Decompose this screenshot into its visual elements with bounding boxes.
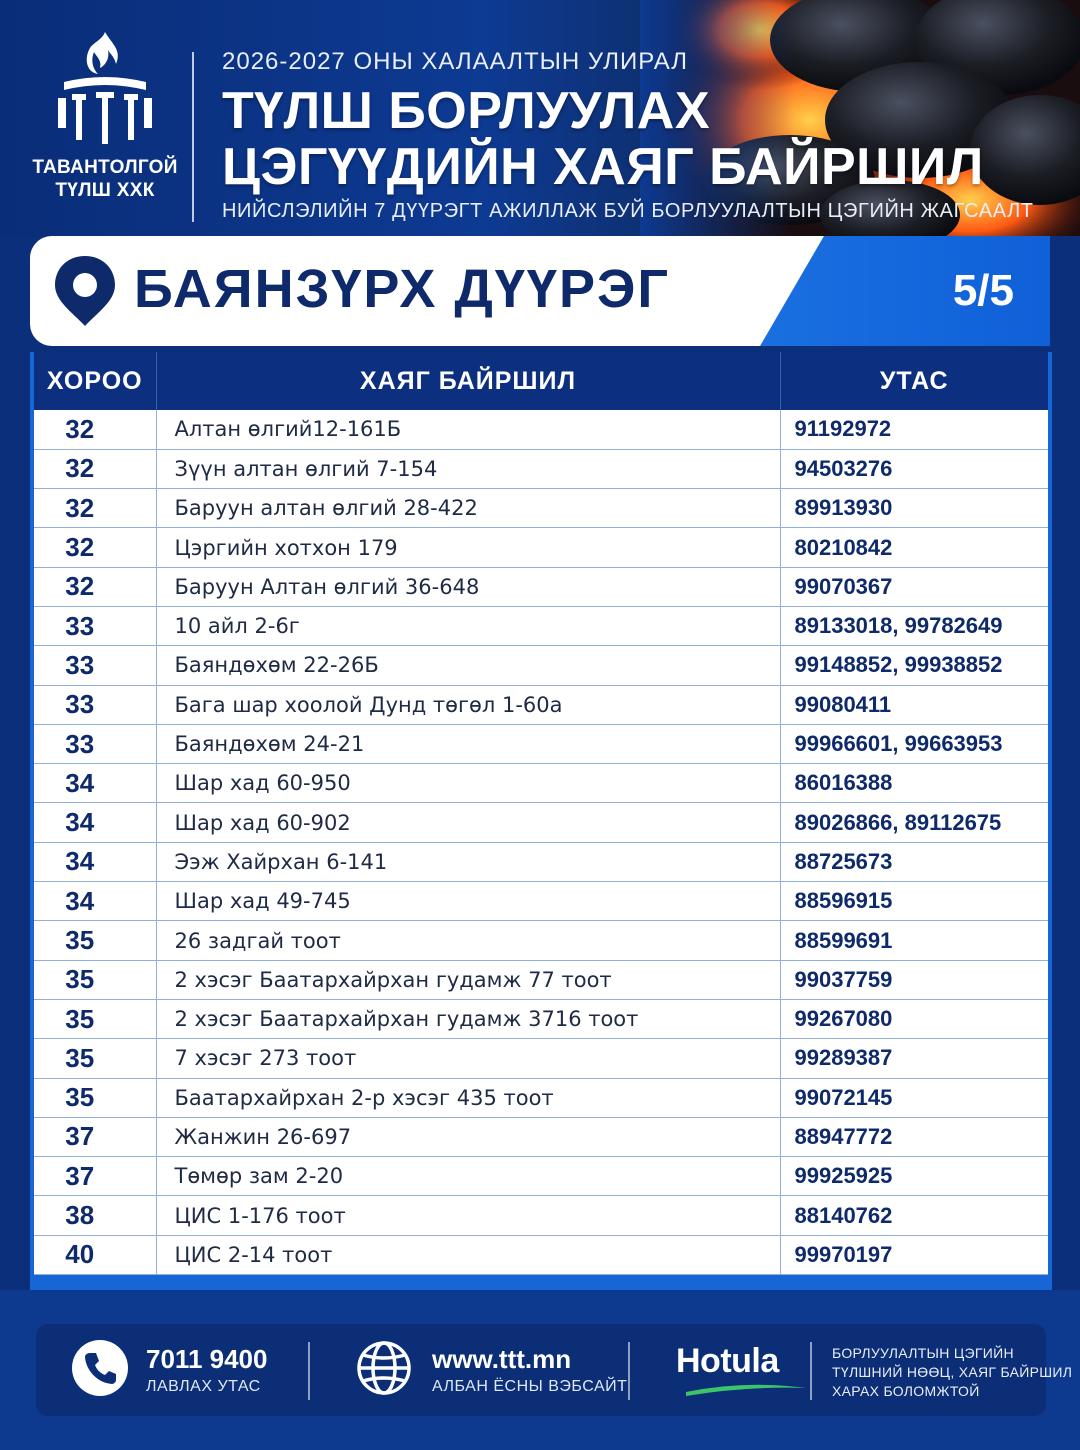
address-cell: 7 хэсэг 273 тоот <box>156 1039 780 1078</box>
khoroo-cell: 33 <box>34 724 156 763</box>
phone-cell[interactable]: 99070367 <box>780 567 1048 606</box>
phone-cell[interactable]: 94503276 <box>780 449 1048 488</box>
khoroo-cell: 32 <box>34 449 156 488</box>
table-row <box>34 646 1048 685</box>
khoroo-cell: 32 <box>34 528 156 567</box>
locations-table-container <box>30 352 1052 1298</box>
address-cell: Баяндөхөм 24-21 <box>156 724 780 763</box>
address-cell: Алтан өлгий12-161Б <box>156 410 780 449</box>
table-row <box>34 1117 1048 1156</box>
phone-cell[interactable]: 88596915 <box>780 882 1048 921</box>
khoroo-cell: 32 <box>34 567 156 606</box>
company-name-line2: ТҮЛШ ХХК <box>55 180 155 201</box>
swoosh-icon <box>686 1382 806 1396</box>
address-cell: Баатархайрхан 2-р хэсэг 435 тоот <box>156 1078 780 1117</box>
address-cell: Баруун алтан өлгий 28-422 <box>156 489 780 528</box>
khoroo-cell: 33 <box>34 646 156 685</box>
phone-cell[interactable]: 99080411 <box>780 685 1048 724</box>
address-cell: 2 хэсэг Баатархайрхан гудамж 77 тоот <box>156 960 780 999</box>
address-cell: Ээж Хайрхан 6-141 <box>156 842 780 881</box>
location-pin-icon <box>52 254 118 328</box>
address-cell: Зүүн алтан өлгий 7-154 <box>156 449 780 488</box>
page-title-line2: ЦЭГҮҮДИЙН ХАЯГ БАЙРШИЛ <box>222 138 984 196</box>
khoroo-cell: 35 <box>34 960 156 999</box>
address-cell: 2 хэсэг Баатархайрхан гудамж 3716 тоот <box>156 999 780 1038</box>
khoroo-cell: 34 <box>34 842 156 881</box>
khoroo-cell: 32 <box>34 410 156 449</box>
khoroo-cell: 37 <box>34 1117 156 1156</box>
district-banner <box>30 236 1050 346</box>
phone-cell[interactable]: 89913930 <box>780 489 1048 528</box>
address-cell: 10 айл 2-6г <box>156 606 780 645</box>
phone-cell[interactable]: 91192972 <box>780 410 1048 449</box>
footer-divider <box>628 1342 630 1400</box>
address-cell: Шар хад 49-745 <box>156 882 780 921</box>
phone-cell[interactable]: 99970197 <box>780 1235 1048 1274</box>
table-row <box>34 960 1048 999</box>
khoroo-cell: 32 <box>34 489 156 528</box>
header-divider <box>192 52 194 222</box>
address-cell: ЦИС 2-14 тоот <box>156 1235 780 1274</box>
page-indicator: 5/5 <box>952 266 1014 315</box>
globe-icon <box>354 1338 414 1398</box>
address-cell: ЦИС 1-176 тоот <box>156 1196 780 1235</box>
address-cell: Бага шар хоолой Дунд төгөл 1-60а <box>156 685 780 724</box>
table-row <box>34 764 1048 803</box>
hotline-number[interactable]: 7011 9400 <box>146 1344 268 1374</box>
app-description <box>832 1344 1072 1401</box>
table-row <box>34 999 1048 1038</box>
app-note-line1: БОРЛУУЛАЛТЫН ЦЭГИЙН <box>832 1345 1014 1361</box>
khoroo-cell: 35 <box>34 1039 156 1078</box>
khoroo-cell: 35 <box>34 1078 156 1117</box>
phone-cell[interactable]: 89026866, 89112675 <box>780 803 1048 842</box>
address-cell: Баяндөхөм 22-26Б <box>156 646 780 685</box>
khoroo-cell: 38 <box>34 1196 156 1235</box>
address-cell: 26 задгай тоот <box>156 921 780 960</box>
flame-pillars-logo-icon <box>50 28 160 146</box>
table-row <box>34 567 1048 606</box>
district-name: БАЯНЗҮРХ ДҮҮРЭГ <box>134 259 670 319</box>
table-header-row <box>34 352 1048 410</box>
table-row <box>34 1039 1048 1078</box>
page-title-line1: ТҮЛШ БОРЛУУЛАХ <box>222 82 711 140</box>
column-header-address: ХАЯГ БАЙРШИЛ <box>156 352 780 410</box>
khoroo-cell: 37 <box>34 1157 156 1196</box>
address-cell: Баруун Алтан өлгий 36-648 <box>156 567 780 606</box>
address-cell: Шар хад 60-902 <box>156 803 780 842</box>
phone-cell[interactable]: 86016388 <box>780 764 1048 803</box>
phone-icon <box>70 1338 130 1398</box>
table-row <box>34 724 1048 763</box>
locations-table <box>34 352 1048 1275</box>
khoroo-cell: 34 <box>34 803 156 842</box>
hotula-app-logo[interactable] <box>676 1342 826 1398</box>
khoroo-cell: 35 <box>34 921 156 960</box>
khoroo-cell: 35 <box>34 999 156 1038</box>
khoroo-cell: 34 <box>34 764 156 803</box>
phone-cell[interactable]: 99072145 <box>780 1078 1048 1117</box>
table-row <box>34 1196 1048 1235</box>
table-row <box>34 685 1048 724</box>
phone-cell[interactable]: 80210842 <box>780 528 1048 567</box>
table-row <box>34 882 1048 921</box>
table-row <box>34 1078 1048 1117</box>
phone-cell[interactable]: 99267080 <box>780 999 1048 1038</box>
phone-cell[interactable]: 88599691 <box>780 921 1048 960</box>
phone-cell[interactable]: 88725673 <box>780 842 1048 881</box>
table-row <box>34 842 1048 881</box>
phone-cell[interactable]: 99925925 <box>780 1157 1048 1196</box>
company-logo <box>30 28 180 218</box>
table-row <box>34 449 1048 488</box>
khoroo-cell: 33 <box>34 606 156 645</box>
season-label: 2026-2027 ОНЫ ХАЛААЛТЫН УЛИРАЛ <box>222 48 688 75</box>
address-cell: Цэргийн хотхон 179 <box>156 528 780 567</box>
khoroo-cell: 33 <box>34 685 156 724</box>
website-link[interactable]: www.ttt.mn <box>432 1344 572 1374</box>
app-note-line2: ТҮЛШНИЙ НӨӨЦ, ХАЯГ БАЙРШИЛ <box>832 1364 1073 1380</box>
phone-cell[interactable]: 89133018, 99782649 <box>780 606 1048 645</box>
phone-cell[interactable]: 88947772 <box>780 1117 1048 1156</box>
footer-divider <box>308 1342 310 1400</box>
column-header-khoroo: ХОРОО <box>34 352 156 410</box>
page-subtitle: НИЙСЛЭЛИЙН 7 ДҮҮРЭГТ АЖИЛЛАЖ БУЙ БОРЛУУЛАЛТЫН ЦЭГИЙН ЖАГСААЛТ <box>222 200 1034 222</box>
khoroo-cell: 40 <box>34 1235 156 1274</box>
hotula-app-name: Hotula <box>676 1342 779 1380</box>
column-header-phone: УТАС <box>780 352 1048 410</box>
phone-cell[interactable]: 99037759 <box>780 960 1048 999</box>
table-row <box>34 921 1048 960</box>
footer-divider <box>810 1342 812 1400</box>
hotline-label: ЛАВЛАХ УТАС <box>146 1378 261 1395</box>
table-row <box>34 1235 1048 1274</box>
website-label: АЛБАН ЁСНЫ ВЭБСАЙТ <box>432 1378 628 1395</box>
address-cell: Төмөр зам 2-20 <box>156 1157 780 1196</box>
app-note-line3: ХАРАХ БОЛОМЖТОЙ <box>832 1383 980 1399</box>
khoroo-cell: 34 <box>34 882 156 921</box>
table-row <box>34 606 1048 645</box>
page-header <box>0 0 1080 236</box>
phone-cell[interactable]: 88140762 <box>780 1196 1048 1235</box>
phone-cell[interactable]: 99289387 <box>780 1039 1048 1078</box>
footer-bar <box>36 1324 1073 1416</box>
address-cell: Шар хад 60-950 <box>156 764 780 803</box>
table-row <box>34 410 1048 449</box>
phone-cell[interactable]: 99148852, 99938852 <box>780 646 1048 685</box>
address-cell: Жанжин 26-697 <box>156 1117 780 1156</box>
table-row <box>34 489 1048 528</box>
phone-cell[interactable]: 99966601, 99663953 <box>780 724 1048 763</box>
company-name-line1: ТАВАНТОЛГОЙ <box>32 157 178 178</box>
table-row <box>34 803 1048 842</box>
table-row <box>34 528 1048 567</box>
table-row <box>34 1157 1048 1196</box>
